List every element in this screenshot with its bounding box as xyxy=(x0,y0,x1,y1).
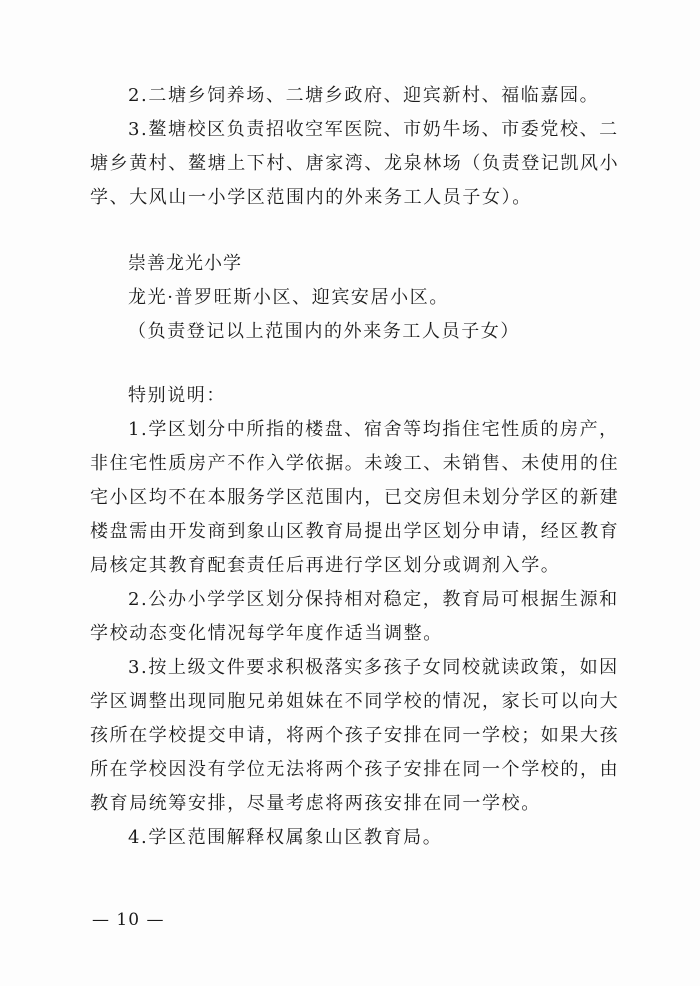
section-heading: 崇善龙光小学 xyxy=(128,253,242,274)
note-line: 学校动态变化情况每学年度作适当调整。 xyxy=(90,623,443,644)
note-line: 楼盘需由开发商到象山区教育局提出学区划分申请，经区教育 xyxy=(90,521,620,542)
note-line: 1.学区划分中所指的楼盘、宿舍等均指住宅性质的房产， xyxy=(128,419,619,440)
note-line: 3.按上级文件要求积极落实多孩子女同校就读政策，如因 xyxy=(128,657,619,678)
note-line: 学区调整出现同胞兄弟姐妹在不同学校的情况，家长可以向大 xyxy=(90,691,620,712)
note-line: 教育局统筹安排，尽量考虑将两孩安排在同一学校。 xyxy=(90,793,541,814)
note-line: 非住宅性质房产不作入学依据。未竣工、未销售、未使用的住 xyxy=(90,453,620,474)
paragraph-line: 3.鳌塘校区负责招收空军医院、市奶牛场、市委党校、二 xyxy=(128,119,619,140)
note-line: 局核定其教育配套责任后再进行学区划分或调剂入学。 xyxy=(90,555,561,576)
note-line: 宅小区均不在本服务学区范围内，已交房但未划分学区的新建 xyxy=(90,487,620,508)
note-line: 所在学校因没有学位无法将两个孩子安排在同一个学校的，由 xyxy=(90,759,620,780)
paragraph-line: 龙光·普罗旺斯小区、迎宾安居小区。 xyxy=(128,287,449,308)
paragraph-line: 学、大风山一小学区范围内的外来务工人员子女）。 xyxy=(90,187,532,208)
note-line: 4.学区范围解释权属象山区教育局。 xyxy=(128,827,443,848)
paragraph-line: 塘乡黄村、鳌塘上下村、唐家湾、龙泉林场（负责登记凯风小 xyxy=(90,153,620,174)
paragraph-line: （负责登记以上范围内的外来务工人员子女） xyxy=(128,321,520,342)
notes-heading: 特别说明： xyxy=(128,385,226,406)
note-line: 孩所在学校提交申请，将两个孩子安排在同一学校；如果大孩 xyxy=(90,725,620,746)
paragraph-line: 2.二塘乡饲养场、二塘乡政府、迎宾新村、福临嘉园。 xyxy=(128,85,600,106)
page-number: — 10 — xyxy=(92,910,165,930)
note-line: 2.公办小学学区划分保持相对稳定，教育局可根据生源和 xyxy=(128,589,619,610)
